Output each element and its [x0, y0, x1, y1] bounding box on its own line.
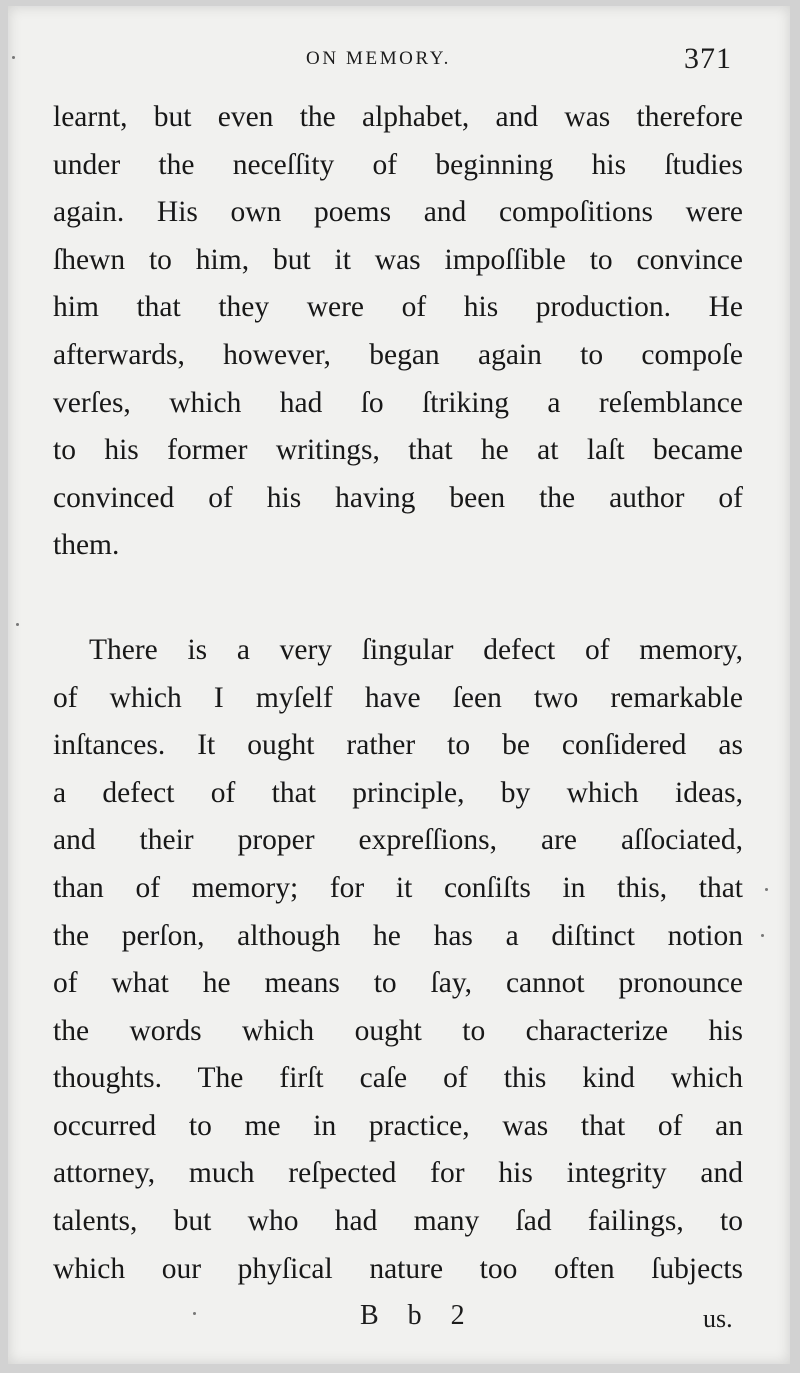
- text-line: to his former writings, that he at laſt became: [53, 434, 743, 467]
- text-line: under the neceſſity of beginning his ſtudies: [53, 148, 743, 181]
- body-text: [53, 94, 743, 1293]
- catchword: us.: [703, 1304, 733, 1333]
- text-line: which our phyſical nature too often ſubjects: [53, 1252, 743, 1285]
- text-line: of what he means to ſay, cannot pronounce: [53, 967, 743, 1000]
- text-line: the perſon, although he has a diſtinct notion: [53, 919, 743, 952]
- text-line: the words which ought to characterize his: [53, 1014, 743, 1047]
- page-footer: [0, 1300, 800, 1350]
- text-line: verſes, which had ſo ſtriking a reſemblance: [53, 386, 743, 419]
- paper-speck: [16, 623, 19, 626]
- text-line: again. His own poems and compoſitions were: [53, 196, 743, 229]
- page-number: 371: [684, 42, 732, 75]
- paragraph-1: [53, 94, 743, 570]
- paragraph-break: [53, 570, 743, 627]
- text-line: afterwards, however, began again to compoſe: [53, 338, 743, 371]
- page-header: [0, 40, 800, 88]
- text-line: convinced of his having been the author of: [53, 481, 743, 514]
- text-line: occurred to me in practice, was that of an: [53, 1109, 743, 1142]
- paragraph-2: [53, 627, 743, 1293]
- text-line: of which I myſelf have ſeen two remarkable: [53, 681, 743, 714]
- text-line: inſtances. It ought rather to be conſidered as: [53, 729, 743, 762]
- text-line: them.: [53, 529, 120, 562]
- text-line: talents, but who had many ſad failings, to: [53, 1205, 743, 1238]
- text-line: thoughts. The firſt caſe of this kind which: [53, 1062, 743, 1095]
- text-line: and their proper expreſſions, are aſſociated,: [53, 824, 743, 857]
- text-line: There is a very ſingular defect of memory,: [89, 633, 743, 666]
- paper-speck: [765, 888, 768, 891]
- running-head: ON MEMORY.: [306, 48, 451, 69]
- text-line: him that they were of his production. He: [53, 291, 743, 324]
- signature-mark: B b 2: [360, 1300, 476, 1331]
- paper-speck: [761, 934, 764, 937]
- text-line: attorney, much reſpected for his integrity and: [53, 1157, 743, 1190]
- text-line: ſhewn to him, but it was impoſſible to convince: [53, 243, 743, 276]
- text-line: than of memory; for it conſiſts in this, that: [53, 871, 743, 904]
- text-line: a defect of that principle, by which ideas,: [53, 776, 743, 809]
- text-line: learnt, but even the alphabet, and was therefore: [53, 101, 743, 133]
